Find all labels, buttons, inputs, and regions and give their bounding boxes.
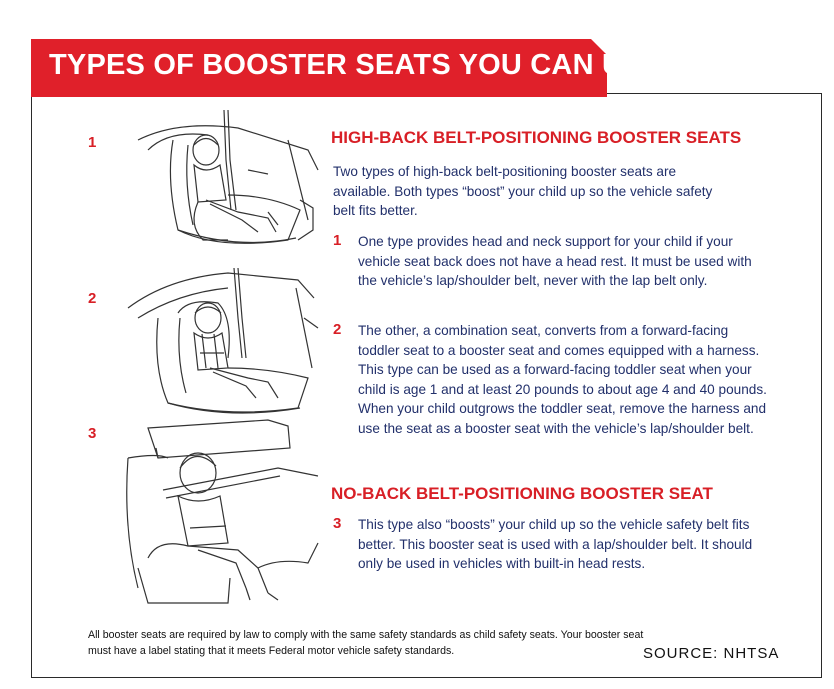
high-back-item-2-number: 2 — [333, 321, 342, 338]
high-back-item-1-number: 1 — [333, 232, 342, 249]
combination-seat-illustration — [118, 258, 326, 418]
illustration-number-2: 2 — [88, 290, 97, 307]
high-back-item-1-text: One type provides head and neck support for your child if your vehicle seat back does not have a head rest. It must be used with the vehicle’s lap/shoulder belt, never with the lap belt only. — [358, 234, 752, 288]
high-back-section-title: HIGH-BACK BELT-POSITIONING BOOSTER SEATS — [331, 128, 742, 147]
high-back-item-2-text: The other, a combination seat, converts from a forward-facing toddler seat to a booster seat and comes equipped with a harness. This type can be used as a forward-facing toddler seat when your child is age 1 and at least 20 pounds to about age 4 and 40 pounds. When your child outgrows the toddler seat, remove the harness and use the seat as a booster seat with the vehicle’s lap/shoulder belt. — [358, 323, 767, 436]
no-back-item-3-text: This type also “boosts” your child up so the vehicle safety belt fits better. This booster seat is used with a lap/shoulder belt. It should only be used in vehicles with built-in head rests. — [358, 517, 753, 571]
illustration-number-1: 1 — [88, 134, 97, 151]
no-back-section-title: NO-BACK BELT-POSITIONING BOOSTER SEAT — [331, 484, 713, 503]
high-back-booster-illustration — [118, 100, 326, 252]
banner-title: TYPES OF BOOSTER SEATS YOU CAN USE — [49, 49, 663, 81]
no-back-item-3-number: 3 — [333, 515, 342, 532]
high-back-intro: Two types of high-back belt-positioning booster seats are available. Both types “boost” your child up so the vehicle safety belt fits better. — [333, 164, 713, 218]
no-back-booster-illustration — [118, 418, 326, 608]
footnote: All booster seats are required by law to comply with the same safety standards as child safety seats. Your booster seat must have a label stating that it meets Federal motor vehicle safety standards. — [88, 629, 644, 657]
source-credit: SOURCE: NHTSA — [643, 645, 780, 662]
illustration-number-3: 3 — [88, 425, 97, 442]
title-banner — [31, 39, 663, 97]
